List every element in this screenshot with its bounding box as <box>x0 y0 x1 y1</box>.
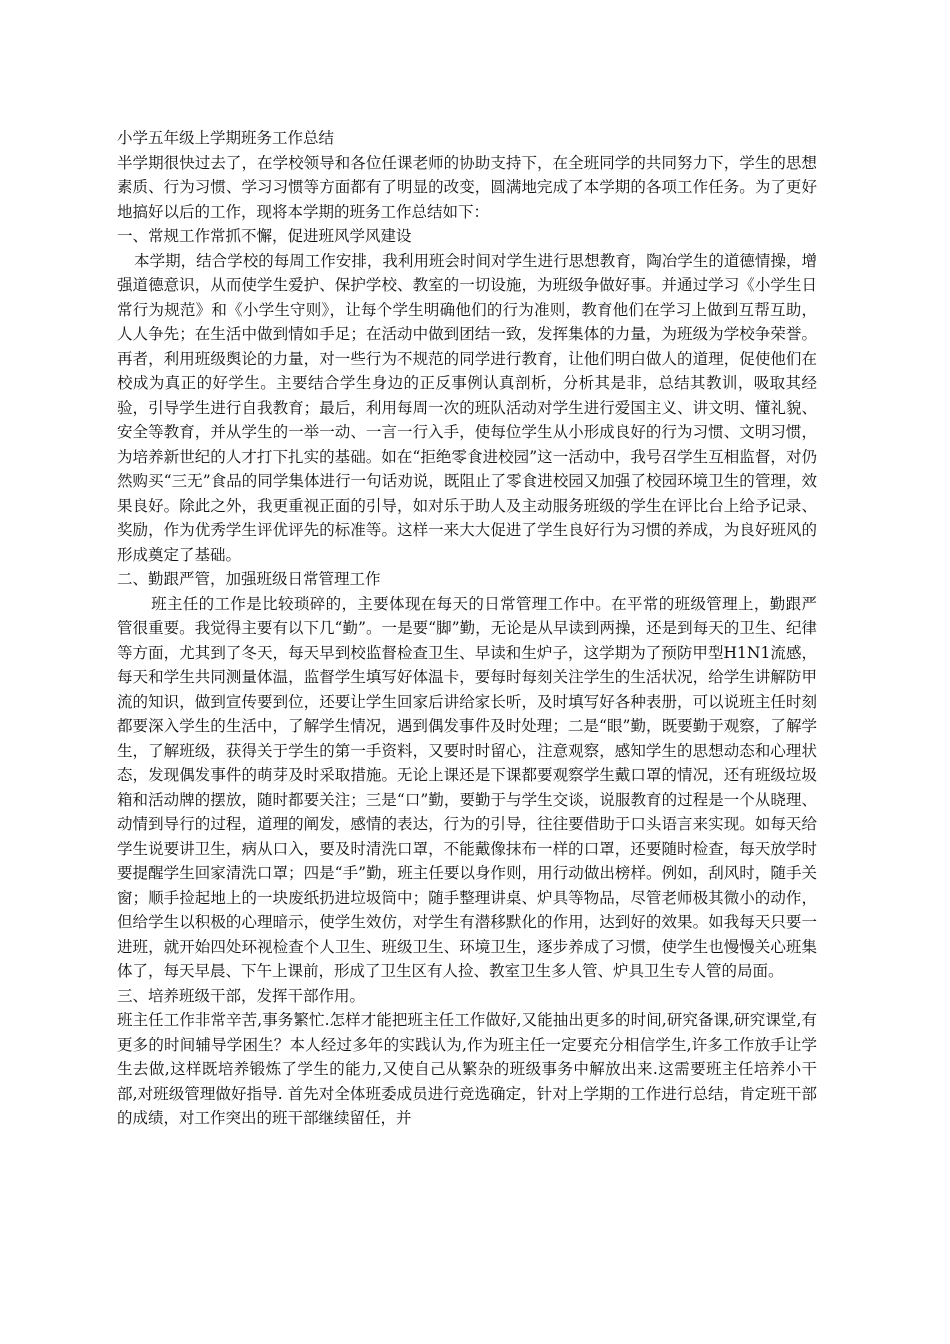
section-2-body: 班主任的工作是比较琐碎的，主要体现在每天的日常管理工作中。在平常的班级管理上，勤跟严管很重要。我觉得主要有以下几“勤”。一是要“脚”勤，无论是从早读到两操，还是到每天的卫生、纪律等方面，尤其到了冬天，每天早到校监督检查卫生、早读和生炉子，这学期为了预防甲型H1N1流感，每天和学生共同测量体温，监督学生填写好体温卡，要每时每刻关注学生的生活状况，给学生讲解防甲流的知识，做到宣传要到位，还要让学生回家后讲给家长听，及时填写好各种表册，可以说班主任时刻都要深入学生的生活中，了解学生情况，遇到偶发事件及时处理；二是“眼”勤，既要勤于观察，了解学生，了解班级，获得关于学生的第一手资料，又要时时留心，注意观察，感知学生的思想动态和心理状态，发现偶发事件的萌芽及时采取措施。无论上课还是下课都要观察学生戴口罩的情况，还有班级垃圾箱和活动牌的摆放，随时都要关注；三是“口”勤，要勤于与学生交谈，说服教育的过程是一个从晓理、动情到导行的过程，道理的阐发，感情的表达，行为的引导，往往要借助于口头语言来实现。如每天给学生说要讲卫生，病从口入，要及时清洗口罩，不能戴像抹布一样的口罩，还要随时检查，每天放学时要提醒学生回家清洗口罩；四是“手”勤，班主任要以身作则，用行动做出榜样。例如，刮风时，随手关窗；顺手捡起地上的一块废纸扔进垃圾筒中；随手整理讲桌、炉具等物品，尽管老师极其微小的动作，但给学生以积极的心理暗示，使学生效仿，对学生有潜移默化的作用，达到好的效果。如我每天只要一进班，就开始四处环视检查个人卫生、班级卫生、环境卫生，逐步养成了习惯，使学生也慢慢关心班集体了，每天早晨、下午上课前，形成了卫生区有人捡、教室卫生多人管、炉具卫生专人管的局面。 <box>117 594 817 980</box>
section-1-body: 本学期，结合学校的每周工作安排，我利用班会时间对学生进行思想教育，陶冶学生的道德情操，增强道德意识，从而使学生爱护、保护学校、教室的一切设施，为班级争做好事。并通过学习《小学生日常行为规范》和《小学生守则》，让每个学生明确他们的行为准则，教育他们在学习上做到互帮互助，人人争先；在生活中做到情如手足；在活动中做到团结一致，发挥集体的力量，为班级为学校争荣誉。再者，利用班级舆论的力量，对一些行为不规范的同学进行教育，让他们明白做人的道理，促使他们在校成为真正的好学生。主要结合学生身边的正反事例认真剖析，分析其是非，总结其教训，吸取其经验，引导学生进行自我教育；最后，利用每周一次的班队活动对学生进行爱国主义、讲文明、懂礼貌、安全等教育，并从学生的一举一动、一言一行入手，使每位学生从小形成良好的行为习惯、文明习惯，为培养新世纪的人才打下扎实的基础。如在“拒绝零食进校园”这一活动中，我号召学生互相监督，对仍然购买“三无”食品的同学集体进行一句话劝说，既阻止了零食进校园又加强了校园环境卫生的管理，效果良好。除此之外，我更重视正面的引导，如对乐于助人及主动服务班级的学生在评比台上给予记录、奖励，作为优秀学生评优评先的标准等。这样一来大大促进了学生良好行为习惯的养成，为良好班风的形成奠定了基础。 <box>117 251 817 564</box>
document-title: 小学五年级上学期班务工作总结 <box>117 129 335 147</box>
section-2-heading: 二、勤跟严管，加强班级日常管理工作 <box>117 570 381 588</box>
document-page <box>117 126 817 1131</box>
section-3-body: 班主任工作非常辛苦,事务繁忙.怎样才能把班主任工作做好,又能抽出更多的时间,研究备课,研究课堂,有更多的时间辅导学困生？本人经过多年的实践认为,作为班主任一定要充分相信学生,许多工作放手让学生去做,这样既培养锻炼了学生的能力,又使自己从繁杂的班级事务中解放出来.这需要班主任培养小干部,对班级管理做好指导. 首先对全体班委成员进行竞选确定，针对上学期的工作进行总结，肯定班干部的成绩，对工作突出的班干部继续留任，并 <box>117 1011 817 1127</box>
intro-paragraph: 半学期很快过去了，在学校领导和各位任课老师的协助支持下，在全班同学的共同努力下，学生的思想素质、行为习惯、学习习惯等方面都有了明显的改变，圆满地完成了本学期的各项工作任务。为了更好地搞好以后的工作，现将本学期的班务工作总结如下： <box>117 153 817 221</box>
section-3-heading: 三、培养班级干部，发挥干部作用。 <box>117 986 366 1005</box>
section-1-heading: 一、常规工作常抓不懈，促进班风学风建设 <box>117 227 412 245</box>
